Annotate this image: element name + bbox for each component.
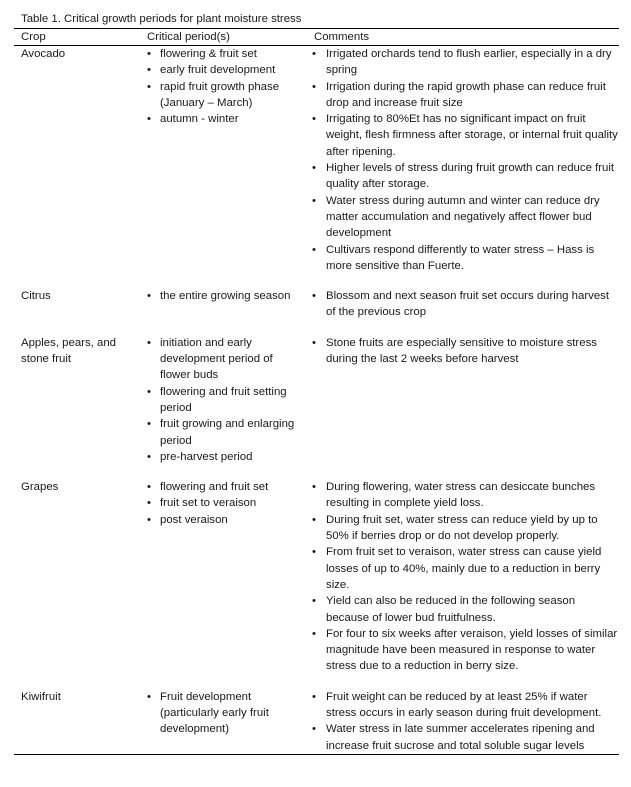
- table-body: [14, 46, 619, 755]
- critical-periods-cell: [141, 689, 306, 755]
- comments-list: [306, 288, 619, 321]
- critical-periods-list: [141, 689, 306, 738]
- critical-periods-cell: [141, 46, 306, 289]
- critical-period-item: • Fruit development (particularly early fruit development): [141, 689, 306, 738]
- comment-item: • During flowering, water stress can desiccate bunches resulting in complete yield loss.: [306, 479, 619, 512]
- critical-period-item: • autumn - winter: [141, 111, 306, 127]
- critical-periods-cell: [141, 479, 306, 689]
- critical-periods-list: [141, 46, 306, 127]
- crop-name: Citrus: [21, 290, 51, 303]
- critical-period-item: • pre-harvest period: [141, 449, 306, 465]
- comment-item: • Fruit weight can be reduced by at least 25% if water stress occurs in early season during fruit development.: [306, 689, 619, 722]
- comment-item: • Irrigation during the rapid growth phase can reduce fruit drop and increase fruit size: [306, 79, 619, 112]
- critical-period-item: • post veraison: [141, 512, 306, 528]
- comments-list: [306, 479, 619, 675]
- document: [14, 11, 619, 755]
- critical-period-item: • rapid fruit growth phase (January – March): [141, 79, 306, 112]
- table-row: [14, 335, 619, 479]
- comments-cell: [306, 479, 619, 689]
- comment-item: • Higher levels of stress during fruit growth can reduce fruit quality after storage.: [306, 160, 619, 193]
- comments-list: [306, 335, 619, 368]
- comment-item: • During fruit set, water stress can reduce yield by up to 50% if berries drop or do not develop properly.: [306, 512, 619, 545]
- critical-periods-cell: [141, 288, 306, 335]
- header-row: [14, 29, 619, 46]
- critical-period-item: • fruit growing and enlarging period: [141, 416, 306, 449]
- comments-cell: [306, 288, 619, 335]
- comment-item: • Yield can also be reduced in the following season because of lower bud fruitfulness.: [306, 593, 619, 626]
- critical-periods-list: [141, 288, 306, 304]
- comment-item: • Cultivars respond differently to water stress – Hass is more sensitive than Fuerte.: [306, 242, 619, 275]
- critical-period-item: • flowering & fruit set: [141, 46, 306, 62]
- comment-item: • Irrigated orchards tend to flush earlier, especially in a dry spring: [306, 46, 619, 79]
- comment-item: • Water stress during autumn and winter can reduce dry matter accumulation and negatively affect flower bud development: [306, 193, 619, 242]
- comments-list: [306, 46, 619, 274]
- critical-period-item: • early fruit development: [141, 62, 306, 78]
- header-crop: Crop: [21, 31, 46, 43]
- critical-period-item: • fruit set to veraison: [141, 495, 306, 511]
- table-caption: Table 1. Critical growth periods for plant moisture stress: [21, 13, 302, 25]
- critical-periods-cell: [141, 335, 306, 479]
- table-row: [14, 479, 619, 689]
- comment-item: • For four to six weeks after veraison, yield losses of similar magnitude have been measured in response to water stress due to a reduction in berry size.: [306, 626, 619, 675]
- crop-name: Apples, pears, and stone fruit: [21, 336, 116, 366]
- moisture-stress-table: [14, 28, 619, 755]
- comments-cell: [306, 689, 619, 755]
- comments-list: [306, 689, 619, 754]
- critical-periods-list: [141, 335, 306, 465]
- critical-period-item: • flowering and fruit set: [141, 479, 306, 495]
- comments-cell: [306, 335, 619, 479]
- table-header: [14, 29, 619, 46]
- crop-name: Avocado: [21, 48, 66, 60]
- table-row: [14, 689, 619, 755]
- critical-periods-list: [141, 479, 306, 528]
- header-critical-periods: Critical period(s): [147, 31, 230, 43]
- comment-item: • Irrigating to 80%Et has no significant impact on fruit weight, flesh firmness after storage, or internal fruit quality after ripening.: [306, 111, 619, 160]
- table-row: [14, 46, 619, 289]
- crop-name: Kiwifruit: [21, 690, 61, 703]
- comment-item: • Water stress in late summer accelerates ripening and increase fruit sucrose and total soluble sugar levels: [306, 721, 619, 754]
- critical-period-item: • initiation and early development period of flower buds: [141, 335, 306, 384]
- comment-item: • From fruit set to veraison, water stress can cause yield losses of up to 40%, mainly due to a reduction in berry size.: [306, 544, 619, 593]
- header-comments: Comments: [314, 31, 370, 43]
- critical-period-item: • flowering and fruit setting period: [141, 384, 306, 417]
- critical-period-item: • the entire growing season: [141, 288, 306, 304]
- comment-item: • Blossom and next season fruit set occurs during harvest of the previous crop: [306, 288, 619, 321]
- comments-cell: [306, 46, 619, 289]
- table-row: [14, 288, 619, 335]
- crop-name: Grapes: [21, 481, 59, 494]
- comment-item: • Stone fruits are especially sensitive to moisture stress during the last 2 weeks before harvest: [306, 335, 619, 368]
